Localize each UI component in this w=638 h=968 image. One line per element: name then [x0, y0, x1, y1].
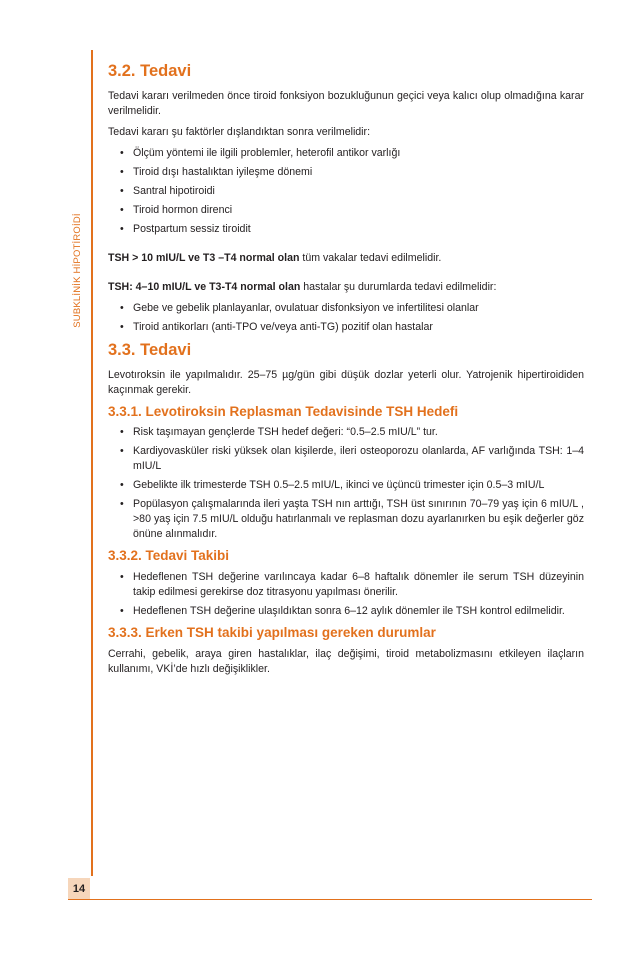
section-3-3-heading: 3.3. Tedavi — [108, 340, 192, 359]
follow-up-list — [108, 570, 584, 619]
list-item: • Tiroid antikorları (anti-TPO ve/veya anti-TG) pozitif olan hastalar — [120, 320, 584, 335]
list-item: • Risk taşımayan gençlerde TSH hedef değeri: “0.5–2.5 mIU/L” tur. — [120, 425, 584, 440]
list-item: • Tiroid dışı hastalıktan iyileşme dönemi — [120, 165, 584, 180]
tsh-high-paragraph — [108, 251, 584, 266]
list-item: • Santral hipotiroidi — [120, 184, 584, 199]
section-3-3-2 — [108, 548, 584, 619]
section-3-3-3-heading: 3.3.3. Erken TSH takibi yapılması gereken durumlar — [108, 625, 436, 641]
page-content — [108, 62, 584, 683]
tsh-mid-rest: hastalar şu durumlarda tedavi edilmelidir: — [300, 280, 497, 293]
list-item: • Kardiyovasküler riski yüksek olan kişilerde, ileri osteoporozu olanlarda, AF varlığında TSH: 1–4 mIU/L — [120, 444, 584, 474]
tsh-mid-paragraph — [108, 280, 584, 295]
tsh-target-list — [108, 425, 584, 542]
list-item: • Hedeflenen TSH değerine varılıncaya kadar 6–8 haftalık dönemler ile serum TSH düzeyinin takip edilmesi gerekirse doz titrasyonu yapılması önerilir. — [120, 570, 584, 600]
section-3-3-3 — [108, 625, 584, 677]
page-number-box — [68, 878, 90, 899]
tsh-mid-bold: TSH: 4–10 mIU/L ve T3-T4 normal olan — [108, 280, 301, 293]
section-3-3-para: Levotıroksin ile yapılmalıdır. 25–75 µg/gün gibi düşük dozlar yeterli olur. Yatrojenik hipertiroididen kaçınmak gerekir. — [108, 368, 584, 396]
list-item: • Gebe ve gebelik planlayanlar, ovulatuar disfonksiyon ve infertilitesi olanlar — [120, 301, 584, 316]
running-title — [68, 200, 86, 340]
list-item: • Hedeflenen TSH değerine ulaşıldıktan sonra 6–12 aylık dönemler ile TSH kontrol edilmelidir. — [120, 604, 584, 619]
section-3-3-1 — [108, 404, 584, 543]
tsh-mid-list — [108, 301, 584, 335]
section-3-3 — [108, 341, 584, 398]
section-3-3-2-heading: 3.3.2. Tedavi Takibi — [108, 548, 230, 564]
exclusion-factors-list — [108, 146, 584, 237]
bottom-rule — [68, 899, 592, 900]
section-3-2-heading: 3.2. Tedavi — [108, 62, 192, 80]
list-item: • Gebelikte ilk trimesterde TSH 0.5–2.5 mIU/L, ikinci ve üçüncü trimester için 0.5–3 mIU/L — [120, 478, 584, 493]
list-item: • Postpartum sessiz tiroidit — [120, 222, 584, 237]
section-3-2-para-2: Tedavi kararı şu faktörler dışlandıktan sonra verilmelidir: — [108, 125, 371, 138]
section-3-3-1-heading: 3.3.1. Levotiroksin Replasman Tedavisinde TSH Hedefi — [108, 403, 459, 419]
tsh-high-rest: tüm vakalar tedavi edilmelidir. — [299, 251, 442, 264]
running-title-text: SUBKLİNİK HİPOTİROİDİ — [71, 212, 83, 328]
section-3-3-3-para: Cerrahi, gebelik, araya giren hastalıklar, ilaç değişimi, tiroid metabolizmasını etkileyen ilaçların kullanımı, VKİ’de hızlı değişiklikler. — [108, 648, 584, 676]
list-item: • Popülasyon çalışmalarında ileri yaşta TSH nın arttığı, TSH üst sınırının 70–79 yaş için 6 mIU/L , >80 yaş için 7.5 mIU/L olduğu hatırlanmalı ve replasman dozu ayarlanırken bu eşik değerler göz önüne alınmalıdır. — [120, 497, 584, 542]
page-number: 14 — [72, 882, 86, 895]
list-item: • Tiroid hormon direnci — [120, 203, 584, 218]
section-3-2-para-1: Tedavi kararı verilmeden önce tiroid fonksiyon bozukluğunun geçici veya kalıcı olup olmadığına karar verilmelidir. — [108, 89, 584, 117]
side-rule — [91, 50, 93, 876]
section-3-2 — [108, 62, 584, 335]
list-item: • Ölçüm yöntemi ile ilgili problemler, heterofil antikor varlığı — [120, 146, 584, 161]
tsh-high-bold: TSH > 10 mIU/L ve T3 –T4 normal olan — [108, 251, 300, 264]
